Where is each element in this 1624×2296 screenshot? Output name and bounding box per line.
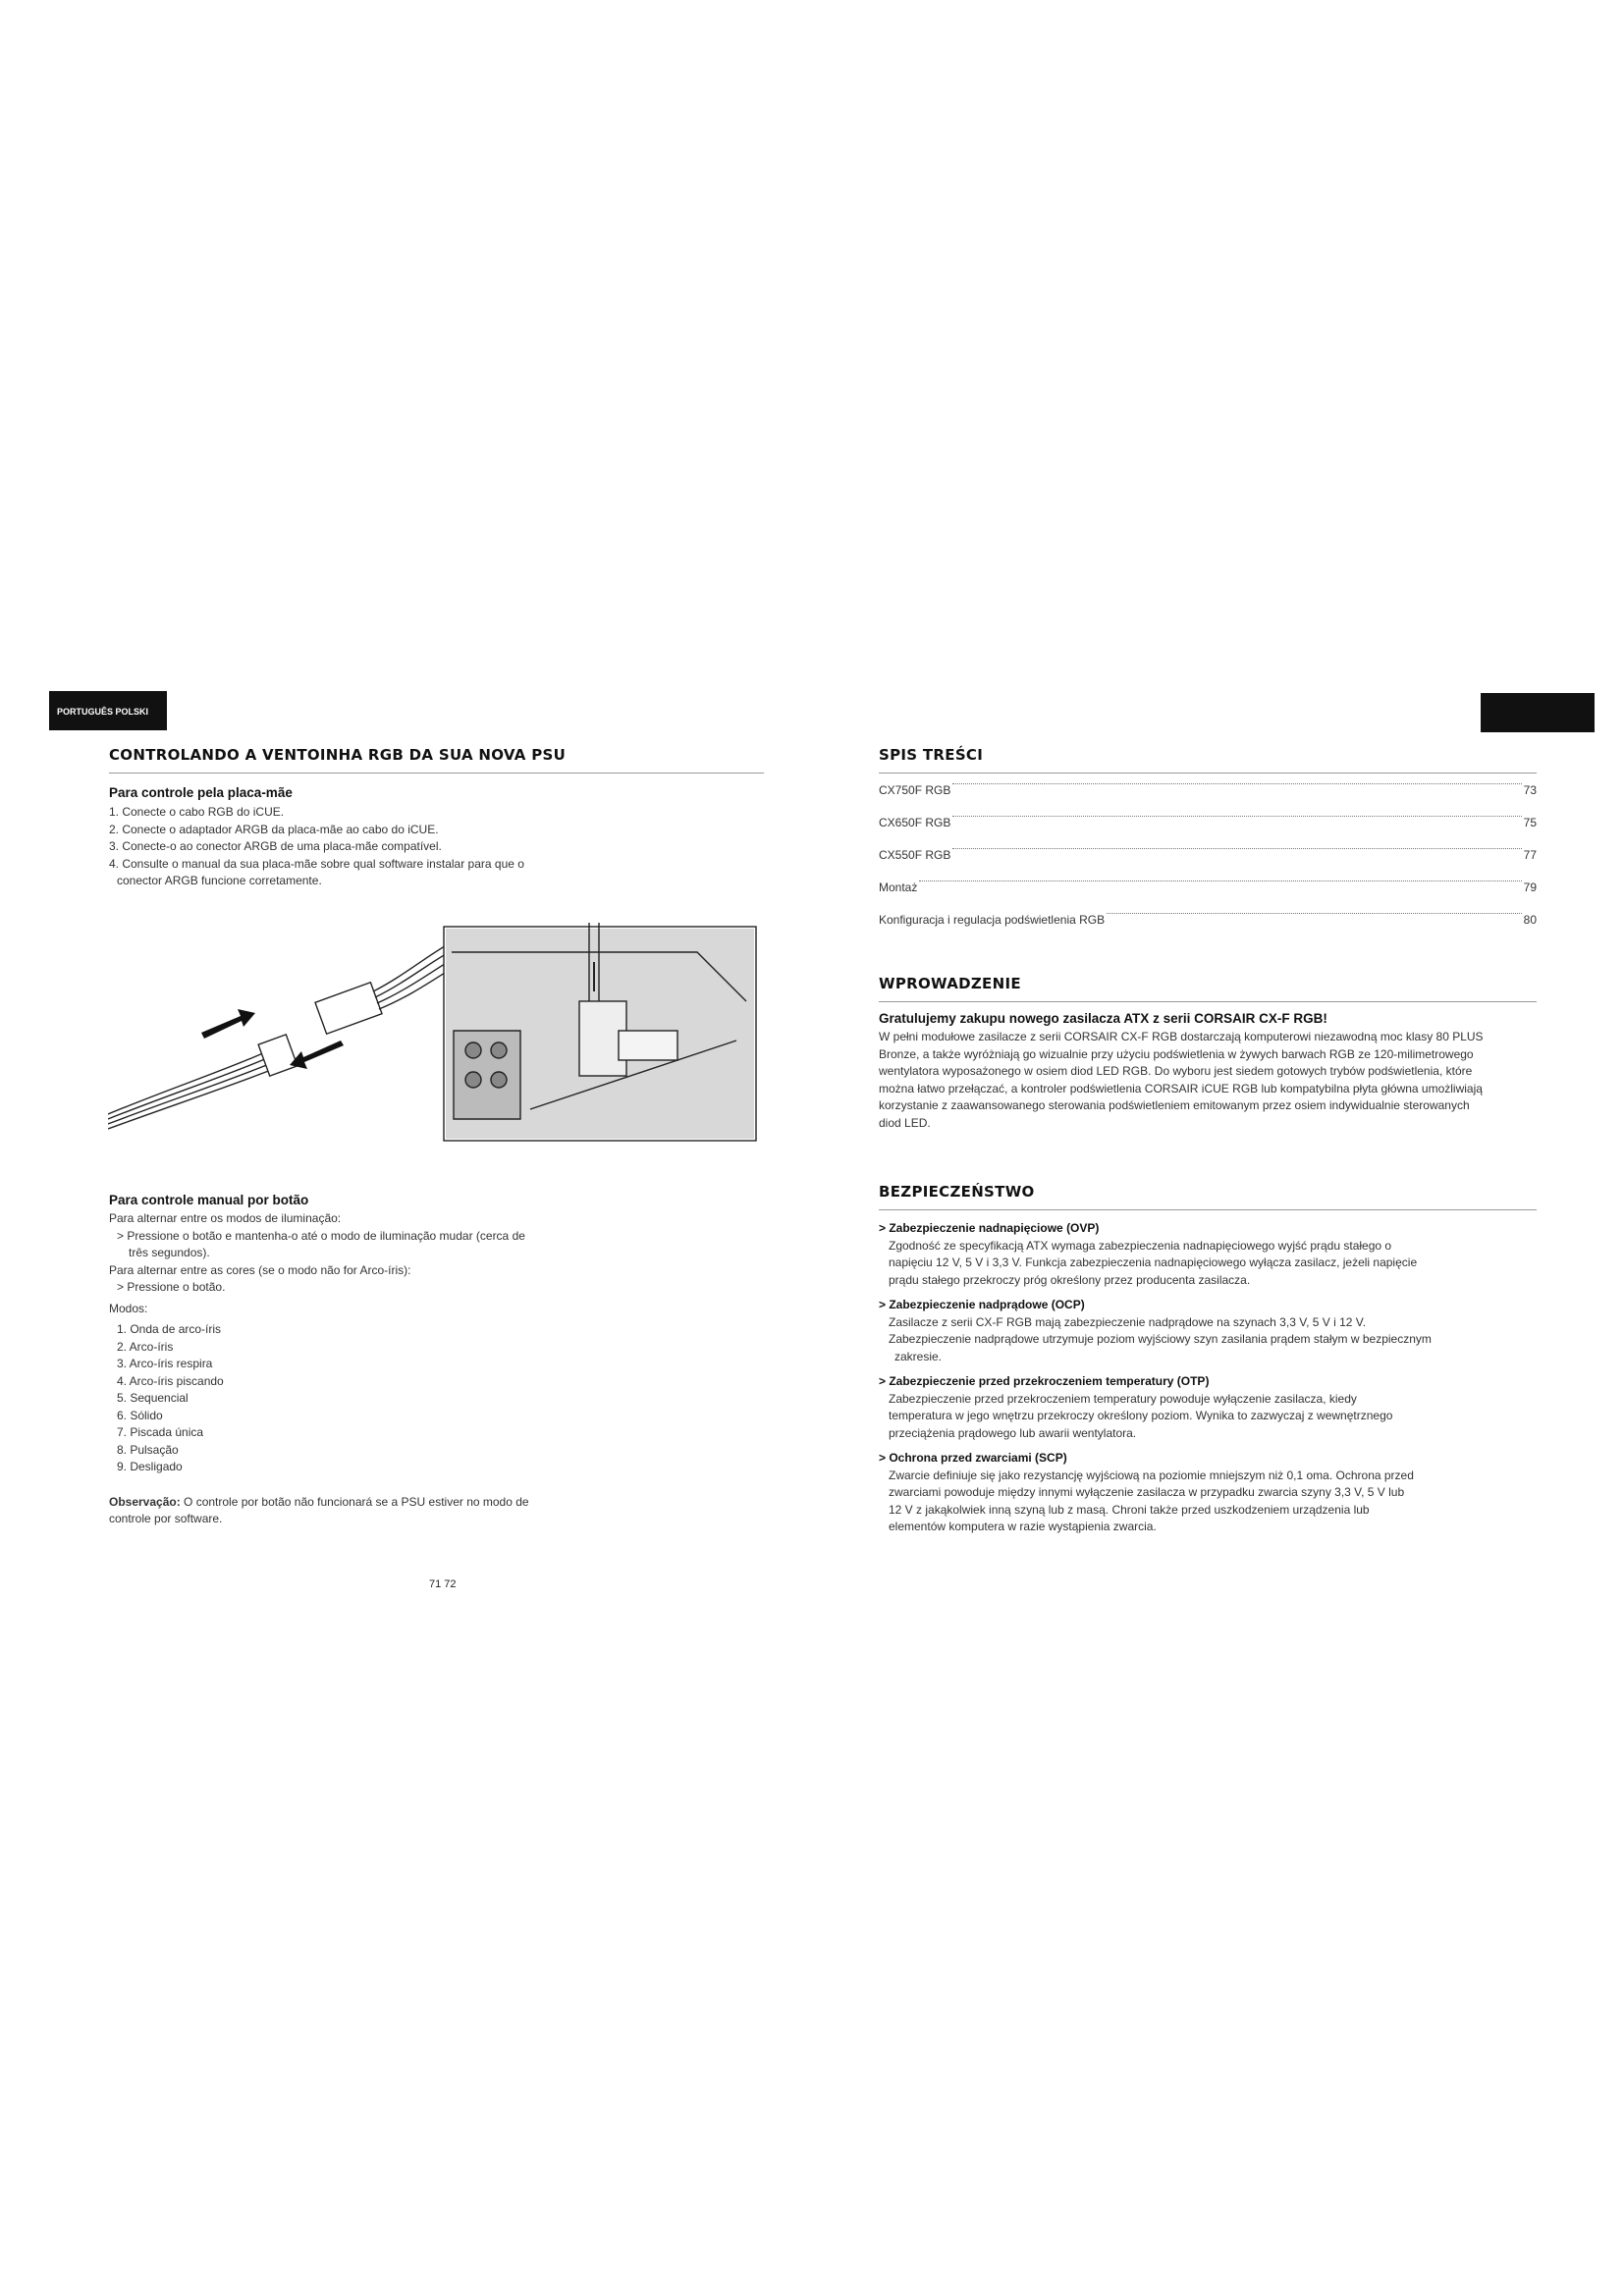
safety-line: Zwarcie definiuje się jako rezystancję wyjściową na poziomie mniejszym niż 0,1 oma. Ochrona przed — [889, 1468, 1414, 1482]
intro-paragraph — [879, 1029, 1537, 1132]
note-text: O controle por botão não funcionará se a PSU estiver no modo de — [180, 1494, 529, 1509]
toc-entry[interactable] — [879, 913, 1537, 945]
safety-title: BEZPIECZEŃSTWO — [879, 1183, 1035, 1201]
toc-entry-page: 77 — [1523, 848, 1537, 862]
modes-list — [109, 1321, 764, 1476]
intro-line: wentylatora wyposażonego w osiem diod LED RGB. Do wyboru jest siedem gotowych trybów podświetlenia, które — [879, 1064, 1473, 1078]
safety-line: przeciążenia prądowego lub awarii wentylatora. — [889, 1425, 1137, 1440]
step-item: 2. Conecte o adaptador ARGB da placa-mãe ao cabo do iCUE. — [109, 822, 439, 836]
instruction-line: três segundos). — [129, 1246, 210, 1259]
table-of-contents — [879, 783, 1537, 945]
instruction-line: Para alternar entre os modos de iluminação: — [109, 1211, 342, 1225]
instruction-line: Modos: — [109, 1301, 148, 1315]
toc-title: SPIS TREŚCI — [879, 746, 984, 764]
mode-item: 6. Sólido — [117, 1408, 163, 1422]
safety-line: elementów komputera w razie wystąpienia zwarcia. — [889, 1520, 1157, 1533]
safety-line: Zabezpieczenie przed przekroczeniem temperatury powoduje wyłączenie zasilacza, kiedy — [889, 1391, 1357, 1406]
toc-entry-page: 79 — [1523, 881, 1537, 894]
toc-entry[interactable] — [879, 783, 1537, 816]
step-item: conector ARGB funcione corretamente. — [117, 874, 322, 887]
step-item: 4. Consulte o manual da sua placa-mãe sobre qual software instalar para que o — [109, 856, 524, 871]
note-text-continued: controle por software. — [109, 1512, 223, 1525]
toc-entry-page: 75 — [1523, 816, 1537, 829]
toc-entry-label: Konfiguracja i regulacja podświetlenia RGB — [879, 913, 1106, 927]
safety-item — [879, 1450, 1537, 1536]
note — [109, 1494, 764, 1512]
toc-divider — [879, 773, 1537, 774]
toc-entry-label: CX550F RGB — [879, 848, 951, 862]
mode-item: 5. Sequencial — [117, 1391, 189, 1405]
language-tab-right — [1481, 693, 1595, 732]
safety-divider — [879, 1209, 1537, 1210]
mode-item: 9. Desligado — [117, 1460, 183, 1473]
language-tab-label: PORTUGUÊS POLSKI — [57, 707, 149, 717]
title-divider — [109, 773, 764, 774]
intro-line: można łatwo przełączać, a kontroler podświetlenia CORSAIR iCUE RGB lub kompatybilna płyta główna umożliwiają — [879, 1081, 1483, 1095]
step-item: 1. Conecte o cabo RGB do iCUE. — [109, 805, 285, 819]
mode-item: 2. Arco-íris — [117, 1339, 174, 1354]
intro-divider — [879, 1001, 1537, 1002]
safety-item-title: > Zabezpieczenie nadnapięciowe (OVP) — [879, 1221, 1100, 1235]
left-page — [109, 746, 764, 890]
safety-item-title: > Zabezpieczenie przed przekroczeniem temperatury (OTP) — [879, 1374, 1210, 1388]
left-page-title: CONTROLANDO A VENTOINHA RGB DA SUA NOVA PSU — [109, 746, 567, 764]
safety-item — [879, 1220, 1537, 1289]
toc-entry-page: 80 — [1523, 913, 1537, 927]
safety-line: napięciu 12 V, 5 V i 3,3 V. Funkcja zabezpieczenia nadnapięciowego wyłącza zasilacz, jeżeli napięcie — [889, 1255, 1418, 1269]
mode-item: 8. Pulsação — [117, 1442, 179, 1457]
mode-item: 3. Arco-íris respira — [117, 1357, 213, 1370]
intro-subtitle: Gratulujemy zakupu nowego zasilacza ATX z serii CORSAIR CX-F RGB! — [879, 1011, 1327, 1026]
right-page — [879, 746, 1537, 1536]
mode-item: 7. Piscada única — [117, 1425, 204, 1439]
toc-entry-label: CX750F RGB — [879, 783, 951, 797]
button-control-heading: Para controle manual por botão — [109, 1193, 309, 1207]
intro-line: W pełni modułowe zasilacze z serii CORSAIR CX-F RGB dostarczają komputerowi niezawodną moc klasy 80 PLUS — [879, 1030, 1484, 1043]
safety-line: zwarciami powoduje między innymi wyłączenie zasilacza w przypadku zwarcia szyny 3,3 V, 5 V lub — [889, 1485, 1405, 1499]
language-tab-left — [49, 691, 167, 730]
cable-connector-illustration — [108, 942, 466, 1129]
safety-line: Zgodność ze specyfikacją ATX wymaga zabezpieczenia nadnapięciowego wyjść prądu stałego o — [889, 1238, 1392, 1253]
instruction-line: Para alternar entre as cores (se o modo não for Arco-íris): — [109, 1262, 411, 1277]
intro-line: Bronze, a także wyróżniają go wizualnie przy użyciu podświetlenia w żywych barwach RGB ze 120-milimetrowego — [879, 1046, 1474, 1061]
safety-line: zakresie. — [894, 1349, 943, 1363]
toc-entry[interactable] — [879, 881, 1537, 913]
instruction-line: > Pressione o botão e mantenha-o até o modo de iluminação mudar (cerca de — [117, 1228, 525, 1243]
step-item: 3. Conecte-o ao conector ARGB de uma placa-mãe compatível. — [109, 839, 442, 853]
toc-entry-page: 73 — [1523, 783, 1537, 797]
toc-entry[interactable] — [879, 816, 1537, 848]
safety-line: Zasilacze z serii CX-F RGB mają zabezpieczenie nadprądowe na szynach 3,3 V, 5 V i 12 V. — [889, 1314, 1367, 1329]
connection-illustrations — [108, 923, 766, 1148]
motherboard-control-heading: Para controle pela placa-mãe — [109, 785, 293, 800]
mode-item: 4. Arco-íris piscando — [117, 1373, 224, 1388]
intro-line: diod LED. — [879, 1115, 931, 1130]
button-control-section — [109, 1193, 764, 1528]
safety-item — [879, 1297, 1537, 1365]
toc-entry-label: Montaż — [879, 881, 918, 894]
safety-line: Zabezpieczenie nadprądowe utrzymuje poziom wyjściowy szyn zasilania prądem stałym w bezpiecznym — [889, 1332, 1432, 1346]
toc-entry-label: CX650F RGB — [879, 816, 951, 829]
motherboard-illustration — [444, 923, 756, 1141]
motherboard-steps — [109, 804, 764, 890]
safety-item-title: > Ochrona przed zwarciami (SCP) — [879, 1451, 1067, 1465]
safety-line: prądu stałego przekroczy próg określony przez producenta zasilacza. — [889, 1272, 1251, 1287]
safety-item-title: > Zabezpieczenie nadprądowe (OCP) — [879, 1298, 1085, 1311]
note-label: Observação: — [109, 1494, 181, 1509]
intro-line: korzystanie z zaawansowanego sterowania podświetleniem emitowanym przez osiem indywidualnie sterowanych — [879, 1098, 1470, 1112]
instruction-line: > Pressione o botão. — [117, 1280, 226, 1294]
mode-item: 1. Onda de arco-íris — [117, 1322, 222, 1336]
intro-title: WPROWADZENIE — [879, 975, 1021, 992]
safety-line: 12 V z jakąkolwiek inną szyną lub z masą. Chroni także przed uszkodzeniem urządzenia lub — [889, 1502, 1370, 1517]
safety-item — [879, 1373, 1537, 1442]
toc-entry[interactable] — [879, 848, 1537, 881]
safety-line: temperatura w jego wnętrzu przekroczy określony poziom. Wynika to zazwyczaj z wewnętrznego — [889, 1409, 1393, 1422]
page-numbers: 71 72 — [429, 1578, 457, 1590]
